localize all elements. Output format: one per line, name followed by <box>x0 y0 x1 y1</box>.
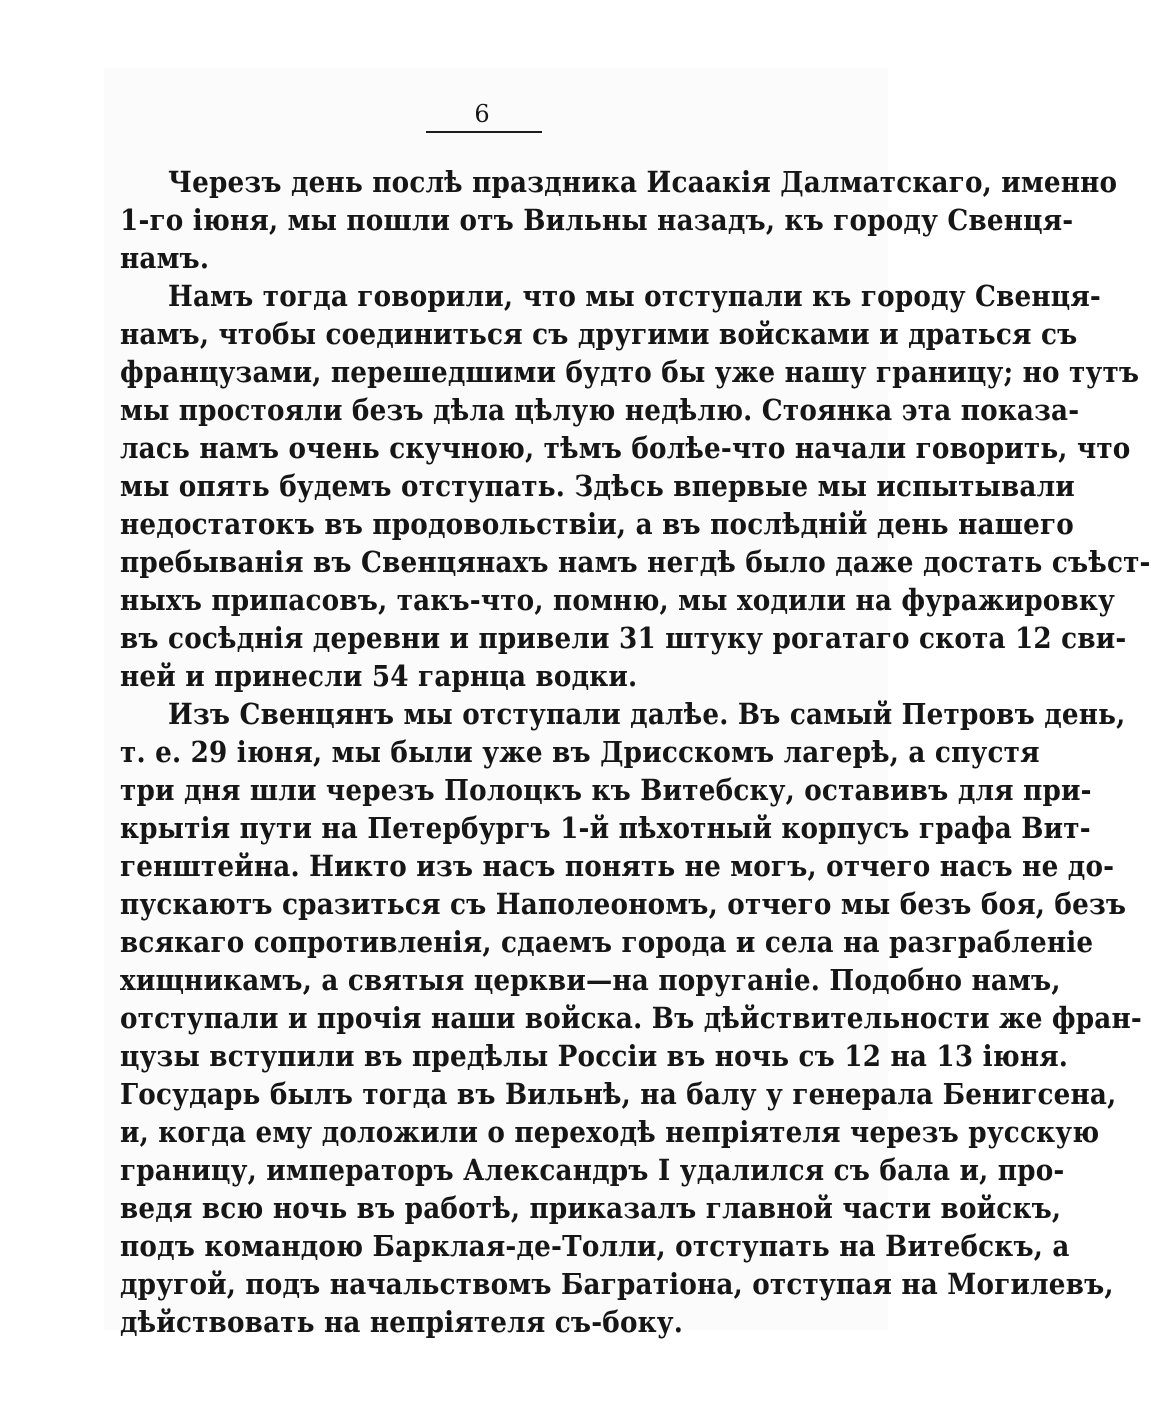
text-line: намъ, чтобы соединиться съ другими войсками и драться съ <box>120 317 1078 351</box>
text-line: недостатокъ въ продовольствіи, а въ послѣдній день нашего <box>120 507 1074 541</box>
text-line: въ сосѣднія деревни и привели 31 штуку рогатаго скота 12 сви- <box>120 621 1127 655</box>
page-number: 6 <box>474 100 490 128</box>
text-line: французами, перешедшими будто бы уже нашу границу; но тутъ <box>120 355 1140 389</box>
text-line: границу, императоръ Александръ I удалился съ бала и, про- <box>120 1153 1065 1187</box>
text-line: генштейна. Никто изъ насъ понять не могъ, отчего насъ не до- <box>120 849 1115 883</box>
text-line: дѣйствовать на непріятеля съ-боку. <box>120 1305 684 1339</box>
text-line: пребыванія въ Свенцянахъ намъ негдѣ было даже достать съѣст- <box>120 545 1151 579</box>
text-line: отступали и прочія наши войска. Въ дѣйствительности же фран- <box>120 1001 1142 1035</box>
text-line: три дня шли черезъ Полоцкъ къ Витебску, оставивъ для при- <box>120 773 1092 807</box>
text-line: Изъ Свенцянъ мы отступали далѣе. Въ самый Петровъ день, <box>168 697 1126 731</box>
text-line: т. е. 29 іюня, мы были уже въ Дрисскомъ лагерѣ, а спустя <box>120 735 1040 769</box>
text-line: Черезъ день послѣ праздника Исаакія Далматскаго, именно <box>168 165 1118 199</box>
text-line: мы простояли безъ дѣла цѣлую недѣлю. Стоянка эта показа- <box>120 393 1080 427</box>
text-line: всякаго сопротивленія, сдаемъ города и села на разграбленіе <box>120 925 1094 959</box>
text-line: намъ. <box>120 241 210 275</box>
text-line: крытія пути на Петербургъ 1-й пѣхотный корпусъ графа Вит- <box>120 811 1091 845</box>
text-line: мы опять будемъ отступать. Здѣсь впервые мы испытывали <box>120 469 1075 503</box>
text-line: другой, подъ начальствомъ Багратіона, отступая на Могилевъ, <box>120 1267 1114 1301</box>
text-line: 1-го іюня, мы пошли отъ Вильны назадъ, къ городу Свенця- <box>120 203 1074 237</box>
text-line: и, когда ему доложили о переходѣ непріятеля черезъ русскую <box>120 1115 1100 1149</box>
text-line: лась намъ очень скучною, тѣмъ болѣе-что начали говорить, что <box>120 431 1131 465</box>
page-number-rule <box>426 131 542 133</box>
text-line: пускаютъ сразиться съ Наполеономъ, отчего мы безъ боя, безъ <box>120 887 1127 921</box>
text-line: ныхъ припасовъ, такъ-что, помню, мы ходили на фуражировку <box>120 583 1115 617</box>
text-line: Государь былъ тогда въ Вильнѣ, на балу у генерала Бенигсена, <box>120 1077 1117 1111</box>
text-line: подъ командою Барклая-де-Толли, отступать на Витебскъ, а <box>120 1229 1070 1263</box>
book-page <box>120 96 1151 1339</box>
text-line: Намъ тогда говорили, что мы отступали къ городу Свенця- <box>168 279 1101 313</box>
text-line: ней и принесли 54 гарнца водки. <box>120 659 638 693</box>
text-line: цузы вступили въ предѣлы Россіи въ ночь съ 12 на 13 іюня. <box>120 1039 1069 1073</box>
text-line: хищникамъ, а святыя церкви—на поруганіе. Подобно намъ, <box>120 963 1061 997</box>
text-line: ведя всю ночь въ работѣ, приказалъ главной части войскъ, <box>120 1191 1062 1225</box>
